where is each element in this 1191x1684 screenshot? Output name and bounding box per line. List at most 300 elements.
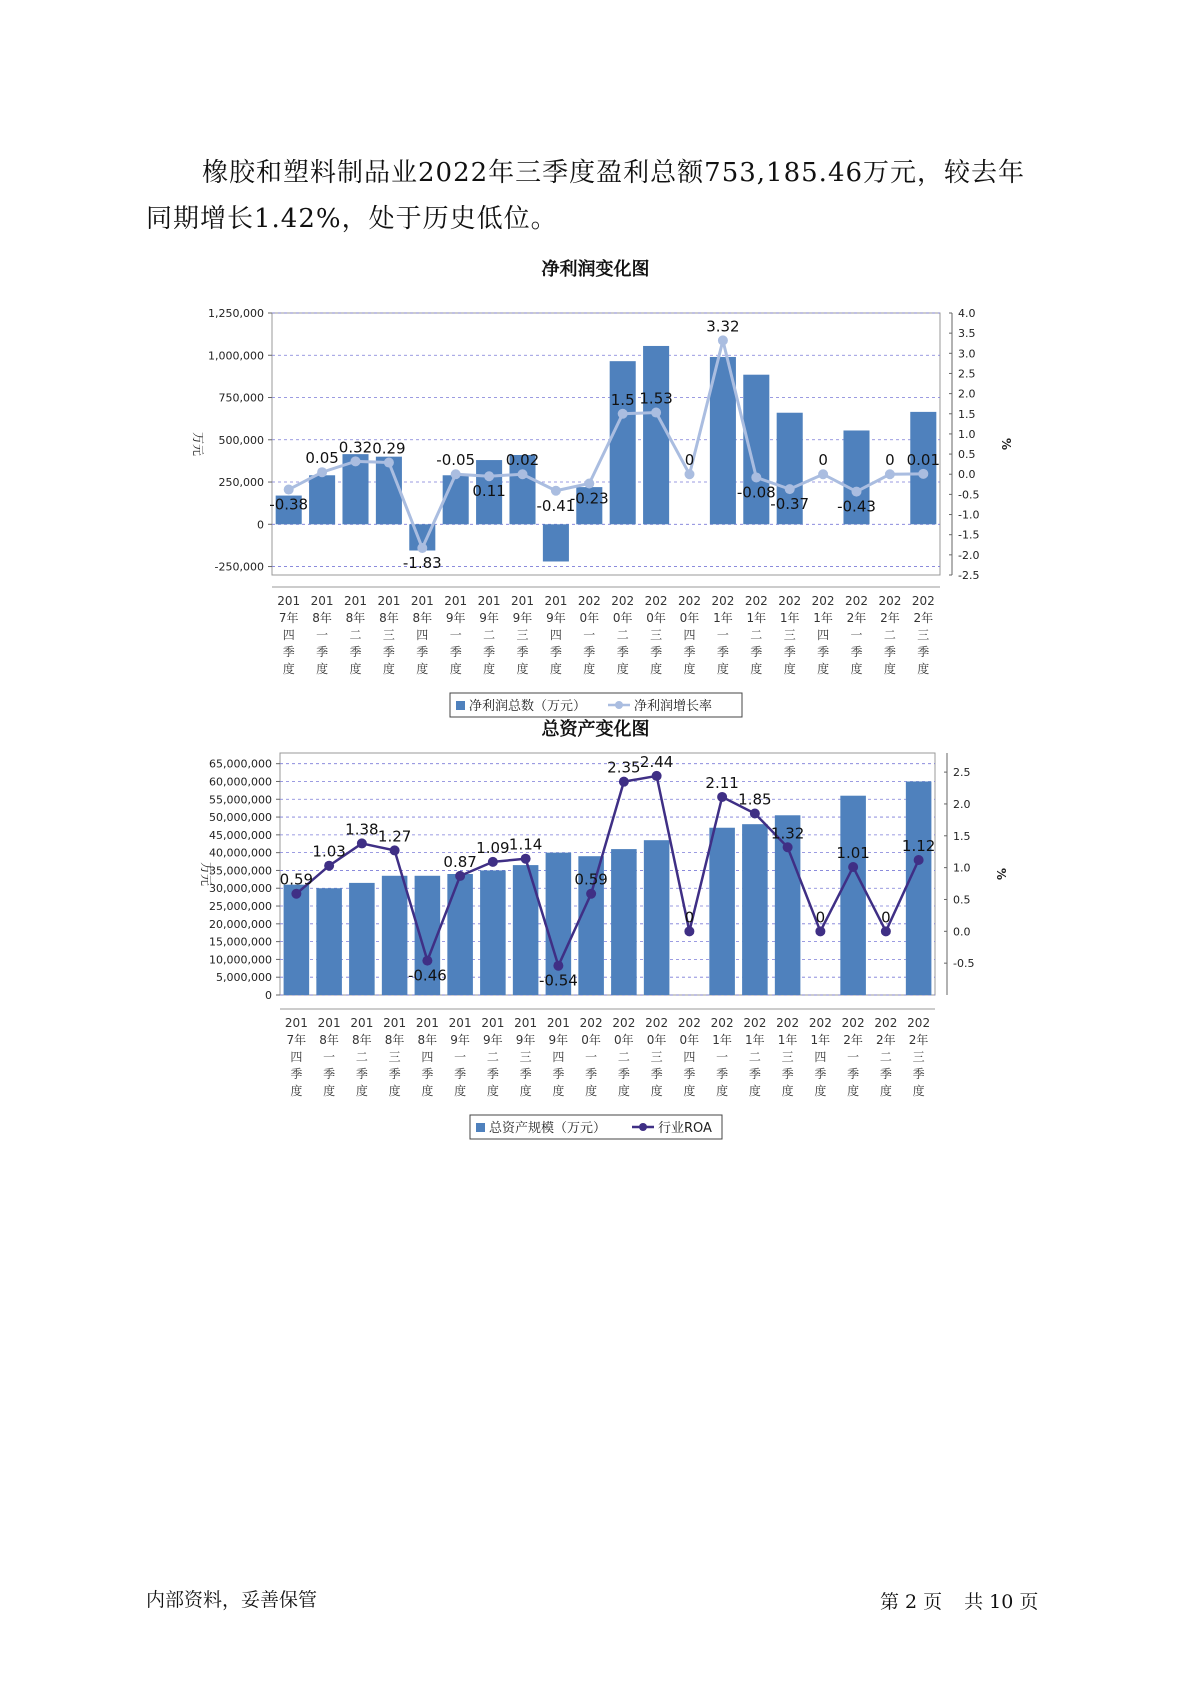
x-tick-label: 8年	[384, 1033, 405, 1047]
y-tick-label: 40,000,000	[209, 846, 272, 860]
x-tick-label: 2年	[913, 611, 934, 625]
x-tick-label: 季	[549, 645, 562, 659]
series-point	[652, 771, 662, 781]
x-tick-label: 度	[552, 1084, 565, 1098]
x-tick-label: 0年	[646, 1033, 667, 1047]
y2-tick-label: 1.5	[958, 407, 976, 421]
series-point	[521, 854, 531, 864]
legend-bar-label: 总资产规模（万元）	[489, 1121, 607, 1136]
x-tick-label: 季	[883, 645, 896, 659]
x-tick-label: 一	[850, 628, 863, 642]
data-label: -0.37	[770, 495, 810, 514]
bar	[840, 796, 866, 995]
x-tick-label: 度	[449, 662, 462, 676]
total-number: 10	[989, 1591, 1014, 1613]
x-tick-label: 度	[549, 662, 562, 676]
x-tick-label: 四	[282, 628, 295, 642]
x-tick-label: 一	[585, 1050, 598, 1064]
series-point	[422, 956, 432, 966]
x-tick-label: 季	[817, 645, 830, 659]
y-tick-label: 20,000,000	[209, 917, 272, 931]
bar	[480, 870, 506, 995]
x-tick-label: 度	[519, 1084, 532, 1098]
series-point	[455, 871, 465, 881]
data-label: 0	[885, 451, 895, 470]
x-tick-label: 9年	[548, 1033, 569, 1047]
series-point	[651, 408, 661, 418]
x-tick-label: 度	[282, 662, 295, 676]
y2-tick-label: 1.0	[958, 427, 976, 441]
x-tick-label: 201	[544, 594, 568, 608]
x-tick-label: 202	[577, 594, 601, 608]
legend-line-marker	[639, 1123, 647, 1131]
x-tick-label: 四	[552, 1050, 565, 1064]
data-label: 2.44	[639, 752, 674, 771]
series-point	[384, 458, 394, 468]
y-tick-label: 1,250,000	[208, 307, 264, 320]
x-tick-label: 一	[583, 628, 596, 642]
x-tick-label: 0年	[579, 611, 600, 625]
series-point	[848, 862, 858, 872]
x-tick-label: 二	[750, 628, 763, 642]
x-tick-label: 202	[808, 1016, 832, 1030]
x-tick-label: 四	[416, 628, 429, 642]
x-tick-label: 一	[716, 628, 729, 642]
y2-tick-label: 4.0	[958, 307, 976, 320]
series-point	[684, 926, 694, 936]
x-tick-label: 201	[448, 1016, 472, 1030]
x-tick-label: 度	[355, 1084, 368, 1098]
data-label: -0.46	[407, 966, 447, 985]
x-tick-label: 201	[284, 1016, 308, 1030]
y2-tick-label: 1.0	[953, 861, 971, 875]
x-tick-label: 三	[650, 1050, 663, 1064]
data-label: 0.87	[443, 852, 477, 871]
x-tick-label: 一	[316, 628, 329, 642]
bar	[443, 475, 469, 524]
x-tick-label: 201	[344, 594, 367, 608]
x-tick-label: 四	[683, 1050, 696, 1064]
data-label: -1.83	[402, 553, 442, 572]
x-tick-label: 季	[388, 1067, 401, 1081]
data-label: 0	[881, 908, 891, 927]
data-label: 0.59	[279, 870, 314, 889]
series-point	[518, 469, 528, 479]
x-tick-label: 季	[917, 645, 930, 659]
x-tick-label: 度	[650, 662, 663, 676]
summary-text: 橡胶和塑料制品业2022年三季度盈利总额753,185.46万元，较去年同期增长1.42%，处于历史低位。	[146, 158, 1026, 234]
data-label: 0.32	[338, 438, 373, 457]
x-tick-label: 度	[483, 662, 496, 676]
data-label: 0	[815, 908, 826, 927]
x-tick-label: 202	[907, 1016, 931, 1030]
bar	[447, 874, 473, 995]
x-tick-label: 四	[683, 628, 696, 642]
x-tick-label: 8年	[312, 611, 332, 625]
x-tick-label: 度	[349, 662, 362, 676]
x-tick-label: 1年	[746, 611, 767, 625]
x-tick-label: 2年	[876, 1033, 896, 1047]
y2-axis-title: %	[994, 867, 1008, 881]
x-tick-label: 202	[911, 594, 935, 608]
x-tick-label: 202	[878, 594, 902, 608]
data-label: 0	[818, 451, 828, 470]
x-tick-label: 季	[616, 645, 629, 659]
x-tick-label: 202	[579, 1016, 603, 1030]
x-tick-label: 一	[716, 1050, 729, 1064]
x-tick-label: 201	[377, 594, 401, 608]
data-label: -0.41	[536, 496, 576, 515]
x-tick-label: 二	[349, 628, 362, 642]
x-tick-label: 季	[750, 645, 763, 659]
x-tick-label: 二	[883, 628, 896, 642]
x-tick-label: 四	[549, 628, 562, 642]
y2-tick-label: 2.0	[958, 387, 976, 401]
data-label: 0	[684, 908, 695, 927]
x-tick-label: 度	[382, 662, 395, 676]
y2-tick-label: 0.0	[953, 925, 971, 939]
series-point	[586, 889, 596, 899]
series-point	[291, 889, 301, 899]
y-tick-label: 45,000,000	[209, 828, 272, 842]
bar	[709, 828, 735, 995]
x-tick-label: 三	[912, 1050, 925, 1064]
page-prefix: 第	[880, 1591, 900, 1613]
series-point	[918, 469, 928, 479]
data-label: 0.05	[305, 449, 339, 468]
x-tick-label: 季	[316, 645, 329, 659]
x-tick-label: 1年	[713, 611, 733, 625]
x-tick-label: 季	[650, 1067, 663, 1081]
x-tick-label: 201	[383, 1016, 407, 1030]
series-point	[818, 469, 828, 479]
x-tick-label: 0年	[614, 1033, 634, 1047]
y-tick-label: 65,000,000	[209, 757, 272, 771]
data-label: -0.08	[736, 483, 776, 502]
bar	[643, 346, 669, 524]
footer-confidential: 内部资料，妥善保管	[146, 1589, 318, 1611]
x-tick-label: 度	[716, 662, 729, 676]
data-label: -0.23	[569, 489, 609, 508]
x-tick-label: 三	[516, 628, 529, 642]
x-tick-label: 度	[616, 662, 629, 676]
series-point	[619, 777, 629, 787]
x-tick-label: 季	[585, 1067, 598, 1081]
x-tick-label: 202	[645, 1016, 669, 1030]
series-point	[488, 857, 498, 867]
x-tick-label: 季	[650, 645, 663, 659]
data-label: 1.38	[345, 820, 379, 839]
series-point	[750, 809, 760, 819]
x-tick-label: 度	[817, 662, 830, 676]
x-tick-label: 季	[382, 645, 395, 659]
x-tick-label: 9年	[445, 611, 466, 625]
x-tick-label: 四	[290, 1050, 303, 1064]
x-tick-label: 8年	[345, 611, 366, 625]
x-tick-label: 三	[388, 1050, 401, 1064]
series-point	[717, 792, 727, 802]
data-label: 1.32	[770, 824, 805, 843]
y-tick-label: 15,000,000	[209, 935, 272, 949]
data-label: -0.38	[269, 495, 309, 514]
x-tick-label: 度	[748, 1084, 761, 1098]
x-tick-label: 季	[486, 1067, 499, 1081]
x-tick-label: 202	[711, 594, 735, 608]
y-tick-label: 35,000,000	[209, 864, 272, 878]
x-tick-label: 1年	[745, 1033, 765, 1047]
x-tick-label: 度	[814, 1084, 827, 1098]
x-tick-label: 季	[879, 1067, 892, 1081]
page-unit: 页	[923, 1591, 943, 1613]
bar	[316, 888, 342, 995]
x-tick-label: 9年	[450, 1033, 470, 1047]
x-tick-label: 度	[783, 662, 796, 676]
x-tick-label: 一	[449, 628, 462, 642]
y2-tick-label: 2.0	[953, 797, 971, 811]
series-point	[685, 469, 695, 479]
series-point	[551, 486, 561, 496]
x-tick-label: 0年	[646, 611, 666, 625]
x-tick-label: 201	[410, 594, 434, 608]
x-tick-label: 季	[323, 1067, 336, 1081]
x-tick-label: 8年	[319, 1033, 339, 1047]
bar	[284, 885, 310, 995]
x-tick-label: 度	[879, 1084, 892, 1098]
x-tick-label: 季	[416, 645, 429, 659]
x-tick-label: 0年	[612, 611, 633, 625]
x-tick-label: 季	[748, 1067, 761, 1081]
x-tick-label: 季	[783, 645, 796, 659]
y2-tick-label: 3.5	[958, 327, 976, 341]
x-tick-label: 1年	[777, 1033, 798, 1047]
data-label: 0.01	[906, 450, 941, 469]
x-tick-label: 二	[616, 628, 629, 642]
x-tick-label: 7年	[286, 1033, 307, 1047]
x-tick-label: 二	[483, 628, 496, 642]
x-tick-label: 度	[781, 1084, 794, 1098]
x-tick-label: 季	[814, 1067, 827, 1081]
legend-bar-swatch	[476, 1123, 485, 1132]
x-tick-label: 0年	[679, 1033, 700, 1047]
x-tick-label: 202	[874, 1016, 898, 1030]
x-tick-label: 201	[415, 1016, 439, 1030]
data-label: 1.01	[836, 843, 870, 862]
y2-tick-label: 3.0	[958, 347, 976, 361]
x-tick-label: 度	[583, 662, 596, 676]
x-tick-label: 季	[583, 645, 596, 659]
x-tick-label: 度	[716, 1084, 729, 1098]
x-tick-label: 度	[316, 662, 329, 676]
y-tick-label: 0	[257, 518, 264, 532]
x-tick-label: 度	[416, 662, 429, 676]
x-tick-label: 四	[814, 1050, 827, 1064]
y-tick-label: 750,000	[218, 391, 264, 405]
y2-axis-title: %	[999, 437, 1013, 451]
x-tick-label: 2年	[846, 611, 867, 625]
data-label: 1.12	[901, 836, 936, 855]
x-tick-label: 度	[617, 1084, 630, 1098]
series-point	[390, 845, 400, 855]
data-label: 1.85	[738, 790, 772, 809]
x-tick-label: 一	[454, 1050, 467, 1064]
data-label: -0.05	[436, 451, 476, 470]
series-point	[317, 467, 327, 477]
series-point	[783, 842, 793, 852]
x-tick-label: 季	[449, 645, 462, 659]
summary-paragraph	[146, 150, 1052, 242]
x-tick-label: 度	[847, 1084, 860, 1098]
x-tick-label: 季	[421, 1067, 434, 1081]
x-tick-label: 9年	[546, 611, 566, 625]
x-tick-label: 8年	[379, 611, 399, 625]
series-point	[284, 485, 294, 495]
y-tick-label: 250,000	[218, 476, 264, 490]
legend-bar-swatch	[456, 701, 465, 710]
x-tick-label: 度	[917, 662, 930, 676]
x-tick-label: 季	[282, 645, 295, 659]
y-tick-label: 500,000	[218, 433, 264, 447]
y2-tick-label: -2.0	[958, 548, 980, 562]
x-tick-label: 四	[421, 1050, 434, 1064]
x-tick-label: 季	[847, 1067, 860, 1081]
x-tick-label: 季	[349, 645, 362, 659]
bar	[742, 824, 768, 995]
x-tick-label: 202	[644, 594, 668, 608]
series-point	[357, 838, 367, 848]
x-tick-label: 一	[847, 1050, 860, 1064]
x-tick-label: 季	[683, 1067, 696, 1081]
bar	[906, 781, 932, 995]
x-tick-label: 8年	[352, 1033, 372, 1047]
x-tick-label: 度	[683, 1084, 696, 1098]
x-tick-label: 1年	[779, 611, 800, 625]
bar	[611, 849, 637, 995]
legend-line-label: 行业ROA	[658, 1121, 712, 1136]
x-tick-label: 度	[421, 1084, 434, 1098]
data-label: 0.11	[472, 482, 506, 501]
x-tick-label: 三	[519, 1050, 532, 1064]
data-label: 0.29	[372, 439, 406, 458]
x-tick-label: 季	[716, 645, 729, 659]
y-tick-label: 1,000,000	[208, 349, 264, 363]
legend-line-label: 净利润增长率	[634, 699, 713, 714]
x-tick-label: 季	[290, 1067, 303, 1081]
y2-tick-label: 0.5	[958, 448, 976, 462]
x-tick-label: 0年	[679, 611, 700, 625]
y2-tick-label: 2.5	[953, 766, 971, 780]
series-point	[484, 471, 494, 481]
x-tick-label: 202	[776, 1016, 800, 1030]
bar	[644, 840, 670, 995]
series-point	[718, 335, 728, 345]
x-tick-label: 度	[290, 1084, 303, 1098]
bar	[382, 876, 408, 995]
series-point	[885, 469, 895, 479]
data-label: 1.03	[312, 842, 346, 861]
net-profit-chart	[0, 285, 1191, 725]
series-point	[914, 855, 924, 865]
x-tick-label: 202	[743, 1016, 767, 1030]
series-point	[351, 456, 361, 466]
x-tick-label: 度	[912, 1084, 925, 1098]
x-tick-label: 202	[811, 594, 835, 608]
x-tick-label: 202	[841, 1016, 865, 1030]
bar	[349, 883, 375, 995]
x-tick-label: 2年	[843, 1033, 863, 1047]
series-point	[852, 487, 862, 497]
x-tick-label: 9年	[483, 1033, 503, 1047]
x-tick-label: 一	[323, 1050, 336, 1064]
x-tick-label: 二	[879, 1050, 892, 1064]
data-label: -0.54	[538, 971, 578, 990]
x-tick-label: 度	[486, 1084, 499, 1098]
y2-tick-label: 2.5	[958, 367, 976, 381]
bar	[743, 375, 769, 525]
data-label: -0.43	[837, 497, 876, 516]
x-tick-label: 201	[511, 594, 534, 608]
x-tick-label: 201	[350, 1016, 374, 1030]
series-point	[451, 469, 461, 479]
x-tick-label: 度	[454, 1084, 467, 1098]
y2-tick-label: -2.5	[958, 569, 980, 582]
x-tick-label: 二	[748, 1050, 761, 1064]
total-assets-chart	[0, 745, 1191, 1185]
series-point	[618, 409, 628, 419]
data-label: 1.53	[639, 389, 673, 408]
data-label: 0.59	[574, 870, 608, 889]
legend-bar-label: 净利润总数（万元）	[469, 699, 587, 714]
x-tick-label: 季	[850, 645, 863, 659]
series-point	[751, 472, 761, 482]
legend-line-marker	[615, 701, 623, 709]
x-tick-label: 202	[710, 1016, 734, 1030]
bar	[610, 361, 636, 524]
x-tick-label: 度	[516, 662, 529, 676]
x-tick-label: 三	[781, 1050, 794, 1064]
x-tick-label: 度	[683, 662, 696, 676]
x-tick-label: 季	[355, 1067, 368, 1081]
y2-tick-label: 1.5	[953, 829, 971, 843]
y-tick-label: 60,000,000	[209, 775, 272, 789]
y-tick-label: 50,000,000	[209, 811, 272, 825]
data-label: 1.09	[476, 838, 510, 857]
page-number: 2	[905, 1591, 918, 1613]
x-tick-label: 度	[850, 662, 863, 676]
data-label: 3.32	[706, 317, 740, 336]
y2-tick-label: 0.0	[958, 468, 976, 482]
data-label: 0.02	[505, 451, 540, 470]
x-tick-label: 三	[783, 628, 796, 642]
x-tick-label: 201	[481, 1016, 505, 1030]
y2-tick-label: -1.5	[958, 528, 980, 542]
x-tick-label: 2年	[880, 611, 900, 625]
footer-page-info	[880, 1587, 1044, 1614]
series-point	[815, 926, 825, 936]
x-tick-label: 9年	[512, 611, 533, 625]
x-tick-label: 季	[519, 1067, 532, 1081]
x-tick-label: 202	[678, 594, 701, 608]
y-tick-label: 30,000,000	[209, 882, 272, 896]
x-tick-label: 季	[617, 1067, 630, 1081]
x-tick-label: 202	[845, 594, 868, 608]
x-tick-label: 三	[382, 628, 395, 642]
x-tick-label: 7年	[278, 611, 299, 625]
x-tick-label: 0年	[581, 1033, 601, 1047]
y2-tick-label: -1.0	[958, 508, 980, 522]
data-label: 1.27	[377, 827, 412, 846]
x-tick-label: 季	[483, 645, 496, 659]
x-tick-label: 2年	[908, 1033, 929, 1047]
